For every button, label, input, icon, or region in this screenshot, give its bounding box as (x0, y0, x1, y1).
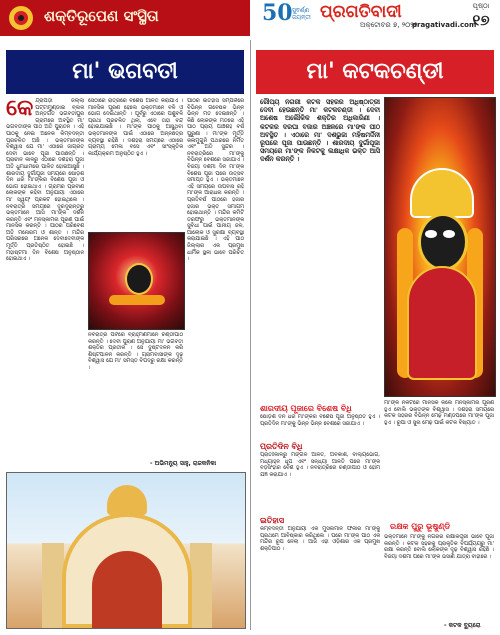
right-subheading-2: ପ୍ରତିଦିନ ବିଧି (260, 442, 303, 451)
section-title: ଶକ୍ତିରୂପେଣ ସଂସ୍ଥିତା (44, 7, 159, 25)
right-col2b (260, 452, 380, 514)
garland-shape (109, 295, 165, 305)
right-col2a-text: ଷୋଡ଼ଶ ଦିନ ଧରି ମା'ଙ୍କର ବିଶେଷ ପୂଜା ଅନୁଷ୍ଠିତ ହୁଏ । ପ୍ରତିଦିନ ମା'ଙ୍କୁ ଭିନ୍ନ ଭିନ୍ନ ବେଶରେ ସଜାଯାଏ । (260, 414, 380, 427)
anniversary-number: 50 (262, 0, 293, 26)
right-article-banner (256, 50, 494, 94)
brand-name: ପ୍ରଗତିବାଦୀ (320, 2, 402, 22)
right-col3b-text: ଭକ୍ତମାନେ ମା'ଙ୍କୁ ନଗରର ରକ୍ଷାକର୍ତ୍ତ୍ରୀ ଭାବେ ପୂଜା କରନ୍ତି । କଟକ ସହରକୁ ପ୍ରାକୃତିକ ବିପର୍ଯ୍ୟୟରୁ ମା' ରକ୍ଷା କରନ୍ତି ବୋଲି ଲୋକଙ୍କ ଦୃଢ଼ ବିଶ୍ୱାସ ରହିଛି । ବିଜୟା ଦଶମୀ ପରେ ମା'ଙ୍କ ଭସାଣି ଯାତ୍ରା ବାହାରେ । (384, 534, 494, 560)
section-header (0, 0, 250, 36)
deity-eye-left (425, 230, 437, 238)
right-col3b (384, 534, 494, 618)
gate-pillar-right (190, 543, 212, 628)
left-col4-text: ପୀଠର ଇତିହାସ ସମ୍ପର୍କରେ ବିଭିନ୍ନ ଗବେଷକ ଭିନ୍ନ ଭିନ୍ନ ମତ ଦେଇଛନ୍ତି । କିଛି ଲୋକଙ୍କ ମତରେ ଏହି ପୀଠ ପ୍ରାୟ ପାଞ୍ଚଶହ ବର୍ଷ ପୁରୁଣା । ମା'ଙ୍କ ମୂର୍ତ୍ତି କଳାମୁଗୁନି ପଥରରେ ନିର୍ମିତ ଏବଂ ଅତି ସୁନ୍ଦର । ନବରାତ୍ରିରେ ମା'ଙ୍କୁ ବିଭିନ୍ନ ବେଶରେ ସଜାଯାଏ । ବିଜୟା ଦଶମୀ ଦିନ ମା'ଙ୍କ ବିଶେଷ ପୂଜା ପରେ ଉତ୍ସବ ସମାପ୍ତ ହୁଏ । ଭକ୍ତମାନେ ଏହି ସମୟରେ ଉପବାସ ରହି ମା'ଙ୍କ ଆରାଧନା କରନ୍ତି । ପ୍ରତିବର୍ଷ ପୀଠରେ ହଜାର ହଜାର ଭକ୍ତ ସମାଗମ ହୋଇଥାନ୍ତି । ମନ୍ଦିର କମିଟି ତରଫରୁ ଭକ୍ତମାନଙ୍କ ସୁବିଧା ପାଇଁ ପାନୀୟ ଜଳ, ଆଲୋକ ଓ ସୁରକ୍ଷା ବ୍ୟବସ୍ଥା କରାଯାଇଛି । ଏହି ପୀଠ ଜିଲ୍ଲାର ଏକ ପ୍ରମୁଖ ଧାର୍ମିକ ସ୍ଥଳୀ ଭାବେ ପରିଚିତ । (187, 98, 244, 263)
right-intro-text: ରୌପ୍ୟ ନଗରୀ କଟକ ସହରର ଅଧିଷ୍ଠାତ୍ରୀ ଦେବୀ ହେଉଛନ୍ତି ମା' କଟକଚଣ୍ଡୀ । ଦେବୀ ଅଶେଷ ଅଲୌକିକ ଶକ୍ତିର ଅଧିକାରିଣୀ । କଟକର ଦରଘା ବଜାର ଅଞ୍ଚଳରେ ମା'ଙ୍କ ପୀଠ ଅବସ୍ଥିତ । ଏଠାରେ ମା' ଦଶଭୁଜା ମହିଷମର୍ଦ୍ଦିନୀ ରୂପରେ ପୂଜା ପାଉଛନ୍ତି । ଶାରଦୀୟ ଦୁର୍ଗାପୂଜା ସମୟରେ ମା'ଙ୍କ ନିକଟକୁ ଲକ୍ଷାଧିକ ଭକ୍ତ ଆସି ଦର୍ଶନ କରନ୍ତି । (260, 98, 380, 164)
deity-robe-shape (407, 266, 477, 380)
drop-cap: କେ (6, 98, 34, 121)
deity-face-shape (125, 263, 153, 295)
right-article-author: - କଟକ ବ୍ୟୁରୋ (444, 622, 481, 629)
shrine-photo (88, 232, 185, 330)
page-header (0, 0, 500, 36)
newspaper-masthead (320, 2, 477, 32)
left-col2-text: ସେଠାରେ ରାତ୍ରିରେ ବିଶେଷ ଆଳତି କରାଯାଏ । ମାନସିକ ପୂରଣ ହେଲେ ଭକ୍ତମାନେ ବଳି ଓ ଭୋଗ ଦେଇଥାନ୍ତି । ପୂର୍ବରୁ ଏଠାରେ ପଶୁବଳି ପ୍ରଥା ପ୍ରଚଳିତ ଥିଲା, ଏବେ ତାହା ବନ୍ଦ ହୋଇଯାଇଛି । ମା'ଙ୍କ ପୀଠକୁ ଆସୁଥିବା ଭକ୍ତମାନଙ୍କ ପାଇଁ ଏଠାରେ ଅନ୍ନଛତ୍ର ବ୍ୟବସ୍ଥା ରହିଛି । ଦଶହରା ସମୟରେ ଏଠାରେ ଗ୍ରାମ୍ୟ ମେଳା ବସେ ଏବଂ ସାଂସ୍କୃତିକ କାର୍ଯ୍ୟକ୍ରମ ଅନୁଷ୍ଠିତ ହୁଏ । (88, 98, 183, 157)
left-article-col3 (88, 332, 183, 468)
right-col2c (260, 526, 380, 626)
left-col1-text: ନ୍ଦ୍ରାପଡ଼ା ଜିଲ୍ଲା ପଟ୍ଟାମୁଣ୍ଡାଇ ବ୍ଲକ ଅନ୍ତର୍ଗତ ଭଗବତୀପୁର ଗ୍ରାମରେ ଅବସ୍ଥିତ ମା' ଭଗବତୀଙ୍କ ପୀଠ ଅତି ପୁରାତନ । ଏହି ପୀଠକୁ ନେଇ ଅନେକ କିମ୍ବଦନ୍ତୀ ପ୍ରଚଳିତ ଅଛି । ଭକ୍ତମାନଙ୍କ ବିଶ୍ୱାସ ଯେ ମା' ଏଠାରେ ଜାଗ୍ରତ ଦେବୀ ଭାବେ ପୂଜା ପାଉଛନ୍ତି । ପ୍ରାଚୀନ କାଳରୁ ଏଠାରେ ଦଶହରା ପୂଜା ଅତି ଧୁମଧାମରେ ପାଳିତ ହୋଇଆସୁଛି । ଶାରଦୀୟ ଦୁର୍ଗାପୂଜା ସମୟରେ ଷୋଡ଼ଶ ଦିନ ଧରି ମା'ଙ୍କର ବିଶେଷ ପୂଜା ଓ ଭୋଗ ହୋଇଥାଏ । ଗ୍ରାମର ପ୍ରବୀଣ ଲୋକଙ୍କ କହିବା ଅନୁଯାୟୀ ଏଠାରେ ମା' ସ୍ୱୟଂ ପ୍ରକଟ ହୋଇଥିଲେ । ନବରାତ୍ରି ସମୟରେ ଦୂରଦୂରାନ୍ତରୁ ଭକ୍ତମାନେ ଆସି ମା'ଙ୍କ ଦର୍ଶନ କରନ୍ତି ଏବଂ ମନସ୍କାମନା ପୂରଣ ପାଇଁ ମାନସିକ କରନ୍ତି । ପୀଠର ପରିବେଶ ଅତି ମନୋରମ ଓ ଶାନ୍ତ । ମନ୍ଦିର ପରିସରରେ ଅନେକ ଦେବାଦେବୀଙ୍କ ମୂର୍ତ୍ତି ପ୍ରତିଷ୍ଠିତ ହୋଇଛି । ମହାଷ୍ଟମୀ ଦିନ ବିଶେଷ ଅନୁଷ୍ଠାନ ହୋଇଥାଏ । (6, 98, 84, 263)
right-col2b-text: ପ୍ରାତଃକାଳରୁ ମଙ୍ଗଳ ଆଳତି, ଅବକାଶ, ବାଲ୍ୟଭୋଗ, ମଧ୍ୟାହ୍ନ ଧୂପ ଏବଂ ସନ୍ଧ୍ୟା ଆଳତି ପରେ ମା'ଙ୍କ ବଡ଼ସିଂହାର ବେଶ ହୁଏ । ନବରାତ୍ରିରେ ଚଣ୍ଡୀପାଠ ଓ ହୋମ ଯଜ୍ଞ କରାଯାଏ । (260, 452, 380, 478)
goddess-emblem-icon (6, 4, 36, 32)
deity-eye-right (443, 230, 455, 238)
anniversary-badge (262, 0, 312, 29)
page-number: ୧୭ (472, 11, 490, 29)
right-col3-text: ମା'ଙ୍କ ନିକଟରେ ମାନସିକ କଲେ ମନସ୍କାମନା ପୂରଣ ହୁଏ ବୋଲି ଭକ୍ତଙ୍କ ବିଶ୍ୱାସ । ଦଶହରା ସମୟରେ କଟକ ସହରର ବିଭିନ୍ନ ମେଢ଼ ମଣ୍ଡପରେ ମା'ଙ୍କ ପୂଜା ହୁଏ । ରୂପା ଓ ସୁନା ମେଢ଼ ପାଇଁ କଟକ ବିଖ୍ୟାତ । (384, 400, 494, 426)
gate-pillar-left (42, 543, 64, 628)
right-col2c-text: କିମ୍ବଦନ୍ତୀ ଅନୁଯାୟୀ ଏକ ମୁସଲମାନ ଫକୀର ମା'ଙ୍କୁ ପ୍ରଥମେ ଆବିଷ୍କାର କରିଥିଲେ । ପରେ ମା'ଙ୍କ ପୀଠ ଏକ ମନ୍ଦିର ରୂପ ନେଲା । ଆଜି ଏହା ଓଡ଼ିଶାର ଏକ ପ୍ରମୁଖ ଶକ୍ତିପୀଠ । (260, 526, 380, 552)
gate-dome-shape (107, 485, 147, 515)
right-article-title: ମା' କଟକଚଣ୍ଡୀ (306, 58, 444, 84)
page-label: ପୃଷ୍ଠା (472, 2, 490, 10)
page-number-box (466, 2, 496, 32)
column-divider (250, 40, 251, 630)
left-article-author: - ଅଭିମନ୍ୟୁ ସାହୁ, ରାଜକନିକା (150, 460, 217, 467)
right-article-intro (260, 98, 380, 274)
temple-gate-photo (6, 472, 246, 629)
gate-inner-shape (92, 551, 162, 628)
right-col2a (260, 414, 380, 440)
right-subheading-1: ଶାରଦୀୟ ପୂଜାରେ ବିଶେଷ ବିଧି (260, 404, 352, 413)
deity-photo (384, 97, 496, 397)
left-article-col1 (6, 98, 84, 468)
left-article-col4 (187, 98, 244, 458)
left-article-banner (6, 50, 244, 94)
issue-date: ଅକ୍ଟୋବର ୭, ୨୦୨୧ (360, 21, 418, 29)
left-article-title: ମା' ଭଗବତୀ (72, 58, 178, 84)
deity-face-shape (418, 213, 468, 271)
left-col3-text: ନବରାତ୍ରି ପର୍ବରେ ବ୍ରାହ୍ମଣମାନେ ଚଣ୍ଡୀପାଠ କରନ୍ତି । ଦେବୀ ପୁରାଣ ଅନୁଯାୟୀ ମା' ଭଗବତୀ ଶକ୍ତିର ପ୍ରତୀକ । ସେ ଦୁଷ୍ଟଦଳନ କରି ଶିଷ୍ଟପାଳନ କରନ୍ତି । ଗ୍ରାମବାସୀଙ୍କ ଦୃଢ଼ ବିଶ୍ୱାସ ଯେ ମା' ସମସ୍ତ ବିପଦରୁ ରକ୍ଷା କରନ୍ତି । (88, 332, 183, 371)
left-article-col2 (88, 98, 183, 228)
right-subheading-4: ରକ୍ଷକ ପୁରୁ ଭୂଷୁଣ୍ଡି (390, 522, 451, 531)
deity-crown-shape (410, 168, 474, 218)
right-subheading-3: ଇତିହାସ (260, 516, 285, 525)
anniversary-sub: ସୁବର୍ଣ୍ଣ ଜୟନ୍ତୀ (292, 7, 311, 21)
right-col3 (384, 400, 494, 518)
website-link[interactable]: pragativadi.com (412, 21, 477, 29)
